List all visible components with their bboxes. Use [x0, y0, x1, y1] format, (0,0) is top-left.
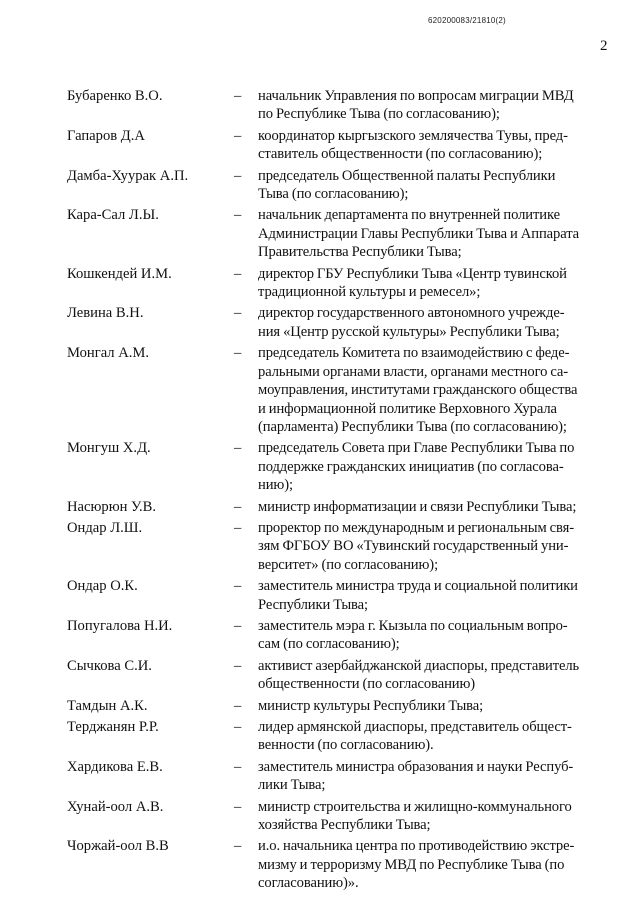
member-dash: – — [234, 798, 242, 815]
member-position — [258, 577, 607, 614]
member-row — [67, 498, 607, 516]
member-position-line: министр строительства и жилищно-коммунального — [258, 798, 572, 815]
member-position-line: мизму и терроризму МВД по Республике Тыва (по — [258, 856, 565, 873]
member-position-line: моуправления, институтами гражданского общества — [258, 382, 578, 399]
member-position — [258, 439, 607, 494]
member-dash: – — [234, 758, 242, 775]
member-position-line: министр культуры Республики Тыва; — [258, 697, 484, 714]
member-roster — [67, 87, 607, 896]
member-position — [258, 718, 607, 755]
member-name: Попугалова Н.И. — [67, 617, 173, 634]
member-dash: – — [234, 657, 242, 674]
member-position — [258, 265, 607, 302]
member-position — [258, 519, 607, 574]
member-position-line: верситет» (по согласованию); — [258, 556, 439, 573]
member-position-line: председатель Комитета по взаимодействию с феде- — [258, 345, 570, 362]
member-position-line: ральными органами власти, органами местного са- — [258, 363, 569, 380]
member-row — [67, 798, 607, 835]
member-dash: – — [234, 519, 242, 536]
member-position-line: по Республике Тыва (по согласованию); — [258, 106, 500, 123]
member-dash: – — [234, 498, 242, 515]
member-position-line: Администрации Главы Республики Тыва и Аппарата — [258, 225, 580, 242]
member-name: Терджанян Р.Р. — [67, 719, 159, 735]
member-position — [258, 617, 607, 654]
member-dash: – — [234, 207, 242, 224]
member-position-line: заместитель мэра г. Кызыла по социальным вопро- — [258, 617, 568, 634]
member-row — [67, 127, 607, 164]
member-position-line: председатель Совета при Главе Республики Тыва по — [258, 440, 575, 457]
member-position — [258, 498, 607, 516]
member-dash: – — [234, 305, 242, 322]
member-row — [67, 697, 607, 715]
member-position — [258, 758, 607, 795]
member-name: Хунай-оол А.В. — [67, 798, 164, 815]
member-position-line: директор ГБУ Республики Тыва «Центр тувинской — [258, 265, 567, 282]
member-row — [67, 344, 607, 436]
member-dash: – — [234, 697, 242, 714]
member-name: Ондар Л.Ш. — [67, 519, 143, 536]
member-row — [67, 718, 607, 755]
member-dash: – — [234, 345, 242, 362]
member-row — [67, 657, 607, 694]
member-dash: – — [234, 578, 242, 595]
member-position — [258, 127, 607, 164]
member-dash: – — [234, 88, 242, 104]
member-name: Монгуш Х.Д. — [67, 440, 151, 457]
member-position — [258, 697, 607, 715]
member-name: Левина В.Н. — [67, 305, 144, 322]
member-row — [67, 439, 607, 494]
member-name: Кара-Сал Л.Ы. — [67, 207, 159, 224]
member-position-line: координатор кыргызского землячества Тувы, пред- — [258, 127, 568, 144]
member-position — [258, 344, 607, 436]
member-name: Ондар О.К. — [67, 578, 138, 595]
member-position-line: заместитель министра труда и социальной политики — [258, 578, 578, 595]
member-position-line: лики Тыва; — [258, 777, 326, 794]
member-position — [258, 167, 607, 204]
member-position-line: (парламента) Республики Тыва (по согласованию); — [258, 418, 567, 435]
member-position-line: заместитель министра образования и науки Респуб- — [258, 758, 574, 775]
member-position-line: согласованию)». — [258, 875, 359, 892]
member-name: Тамдын А.К. — [67, 697, 148, 714]
member-position-line: директор государственного автономного учрежде- — [258, 305, 565, 322]
member-position-line: зям ФГБОУ ВО «Тувинский государственный уни- — [258, 538, 569, 555]
member-position-line: и информационной политике Верховного Хурала — [258, 400, 557, 417]
member-position — [258, 206, 607, 261]
member-name: Дамба-Хуурак А.П. — [67, 167, 189, 184]
member-row — [67, 577, 607, 614]
page-number: 2 — [600, 38, 608, 54]
member-position-line: и.о. начальника центра по противодействию экстре- — [258, 838, 575, 855]
member-position-line: проректор по международным и региональным свя- — [258, 519, 574, 536]
member-name: Кошкендей И.М. — [67, 265, 172, 282]
member-position-line: начальник департамента по внутренней политике — [258, 207, 561, 224]
member-row — [67, 519, 607, 574]
member-dash: – — [234, 167, 242, 184]
member-position-line: венности (по согласованию). — [258, 737, 434, 754]
member-position-line: сам (по согласованию); — [258, 636, 400, 653]
member-name: Гапаров Д.А — [67, 127, 145, 144]
member-position-line: хозяйства Республики Тыва; — [258, 817, 431, 834]
member-name: Насюрюн У.В. — [67, 498, 157, 515]
member-position — [258, 304, 607, 341]
member-position-line: традиционной культуры и ремесел»; — [258, 284, 481, 301]
member-row — [67, 837, 607, 892]
member-dash: – — [234, 617, 242, 634]
member-name: Монгал А.М. — [67, 345, 150, 362]
member-row — [67, 304, 607, 341]
member-position-line: ставитель общественности (по согласованию); — [258, 146, 543, 163]
member-position — [258, 87, 607, 124]
member-position-line: Правительства Республики Тыва; — [258, 244, 462, 261]
member-row — [67, 87, 607, 124]
document-id: 620200083/21810(2) — [428, 16, 506, 25]
member-position-line: председатель Общественной палаты Республики — [258, 167, 556, 184]
member-dash: – — [234, 719, 242, 735]
member-name: Сычкова С.И. — [67, 657, 152, 674]
member-row — [67, 167, 607, 204]
member-position-line: начальник Управления по вопросам миграции МВД — [258, 88, 574, 104]
member-position-line: лидер армянской диаспоры, представитель общест- — [258, 719, 572, 735]
member-position-line: поддержке гражданских инициатив (по согласова- — [258, 458, 564, 475]
member-row — [67, 206, 607, 261]
member-position-line: министр информатизации и связи Республики Тыва; — [258, 498, 577, 515]
member-position-line: Тыва (по согласованию); — [258, 186, 409, 203]
member-name: Чоржай-оол В.В — [67, 838, 169, 855]
member-dash: – — [234, 440, 242, 457]
member-position — [258, 657, 607, 694]
member-position — [258, 837, 607, 892]
member-name: Бубаренко В.О. — [67, 88, 163, 104]
member-dash: – — [234, 127, 242, 144]
member-position-line: общественности (по согласованию) — [258, 676, 476, 693]
member-name: Хардикова Е.В. — [67, 758, 163, 775]
member-row — [67, 758, 607, 795]
member-dash: – — [234, 838, 242, 855]
member-position-line: ния «Центр русской культуры» Республики Тыва; — [258, 323, 560, 340]
member-position-line: активист азербайджанской диаспоры, представитель — [258, 657, 580, 674]
member-dash: – — [234, 265, 242, 282]
member-row — [67, 265, 607, 302]
member-position-line: Республики Тыва; — [258, 596, 368, 613]
member-position-line: нию); — [258, 477, 293, 494]
member-position — [258, 798, 607, 835]
member-row — [67, 617, 607, 654]
